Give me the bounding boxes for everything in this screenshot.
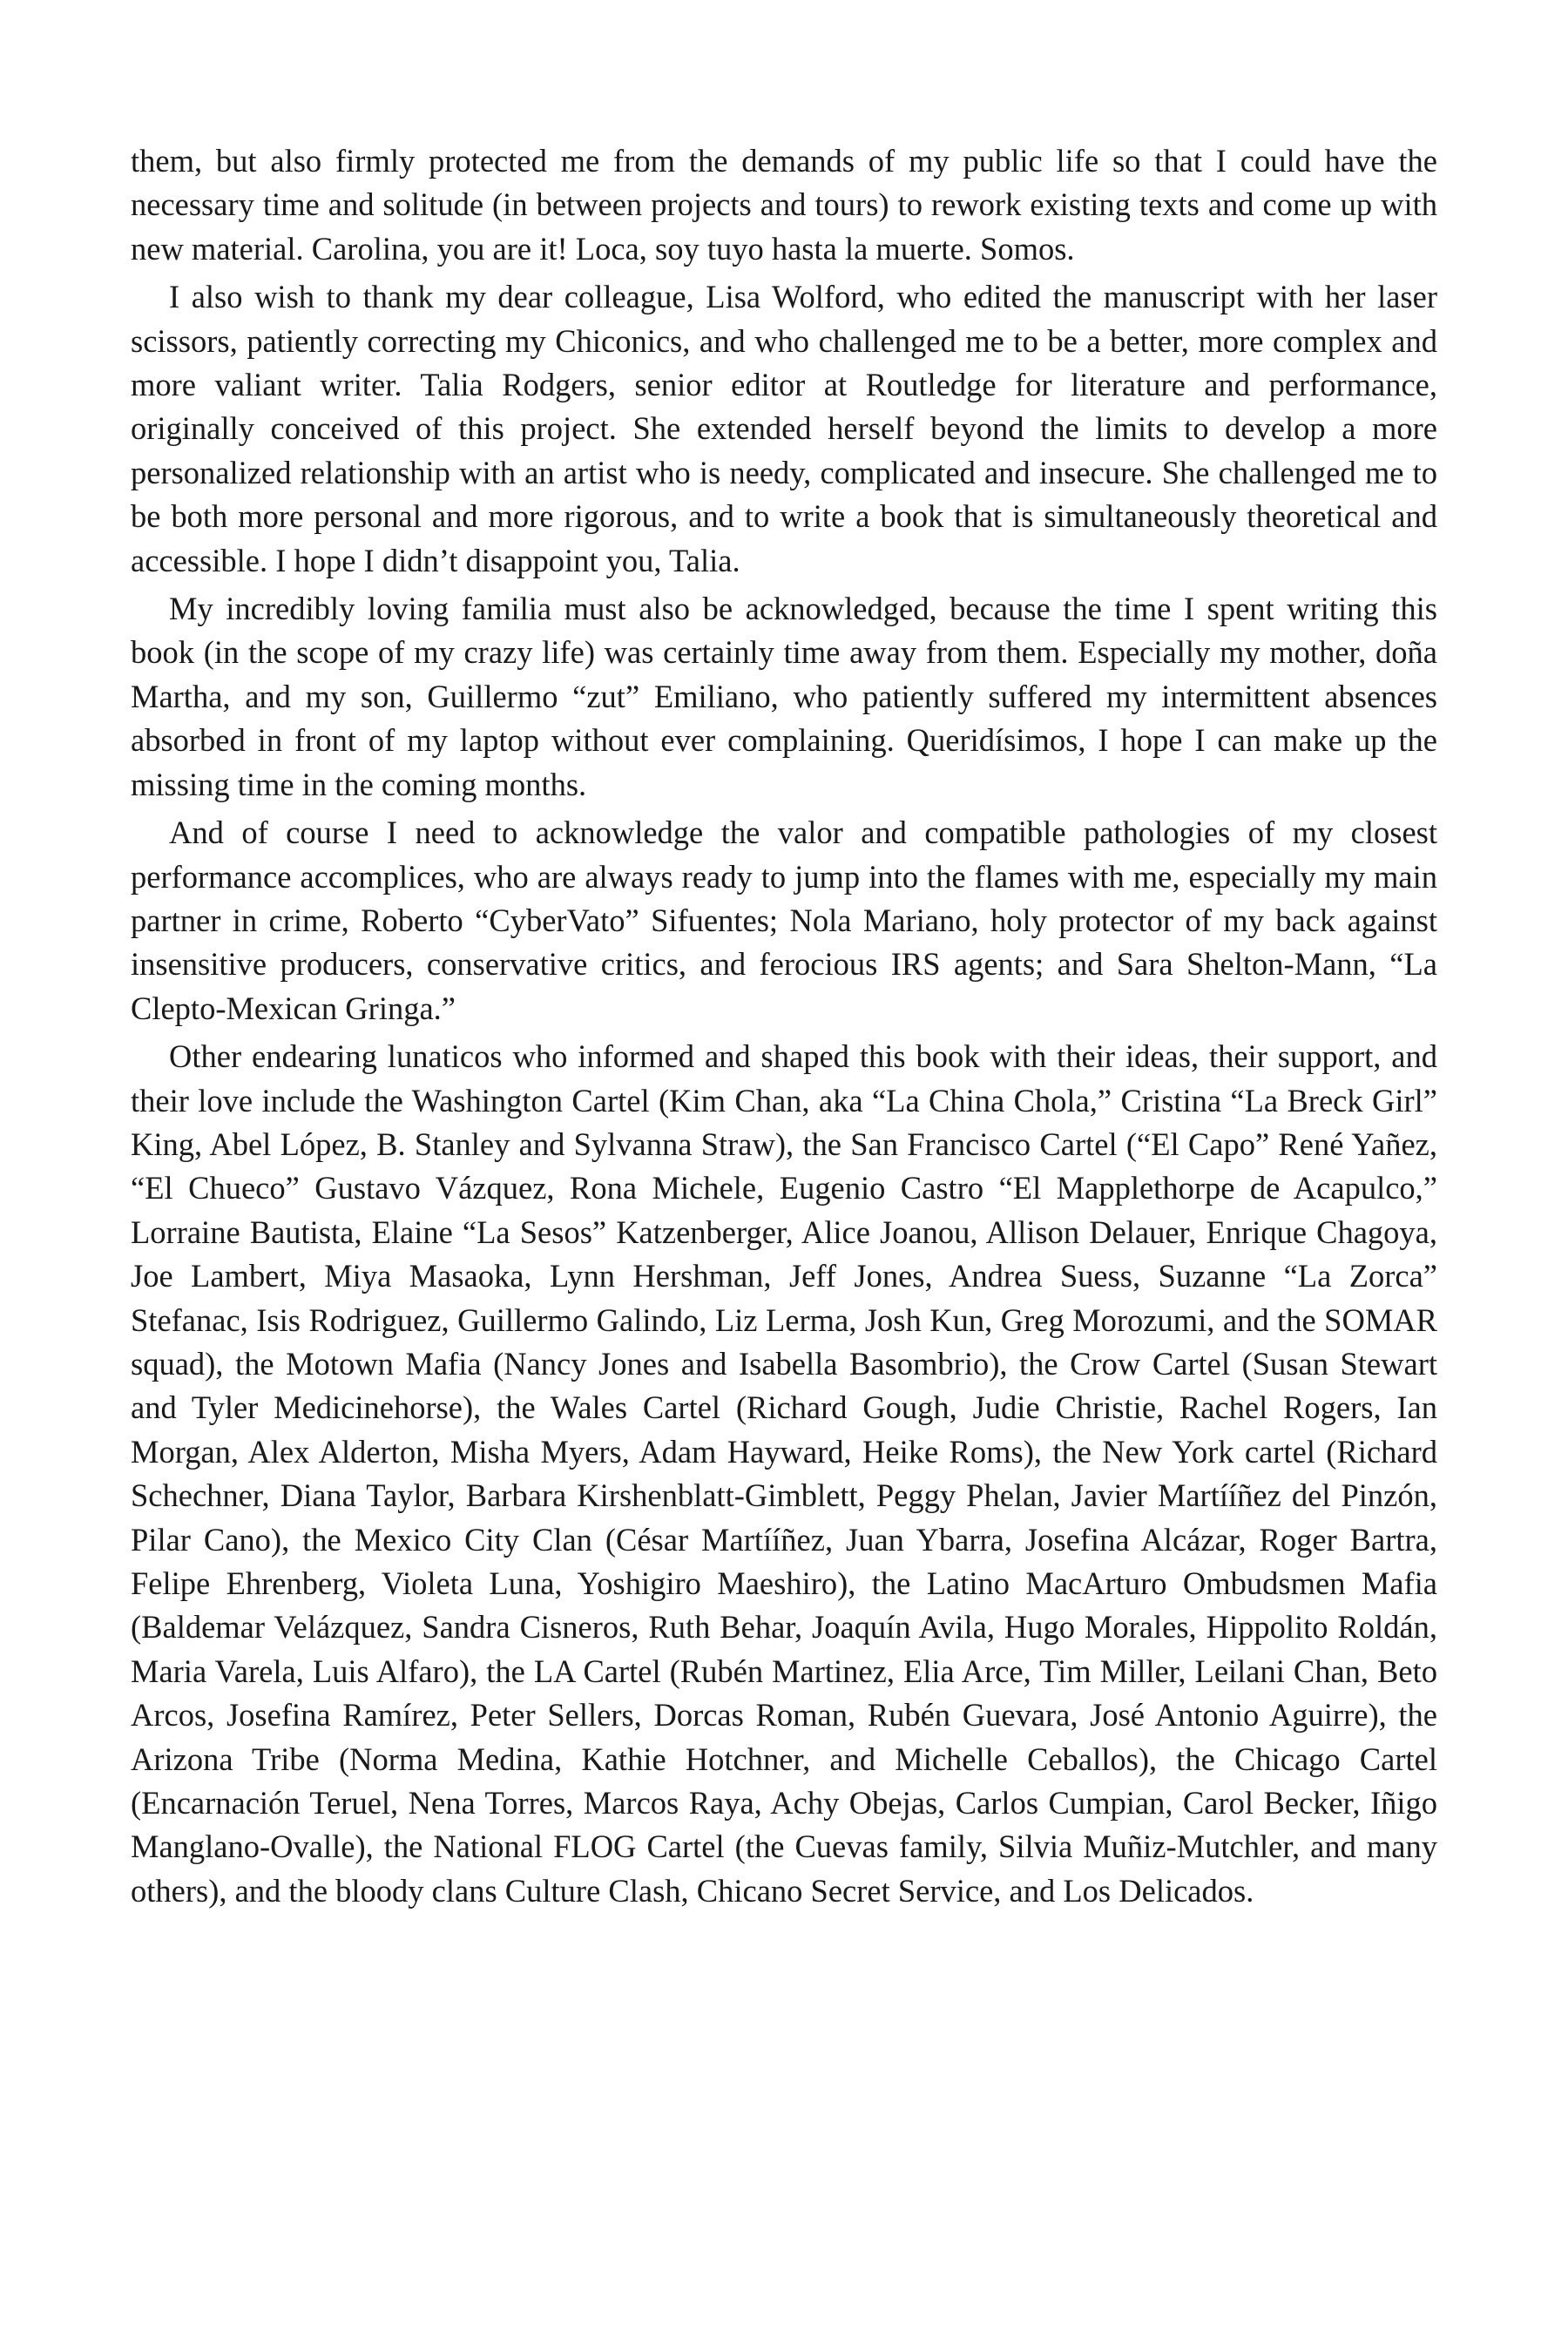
paragraph-lunaticos: Other endearing lunaticos who informed and shaped this book with their ideas, their support, and their love include the Washington Cartel (Kim Chan, aka “La China Chola,” Cristina “La Breck Girl” King, Abel López, B. Stanley and Sylvanna Straw), the San Francisco Cartel (“El Capo” René Yañez, “El Chueco” Gustavo Vázquez, Rona Michele, Eugenio Castro “El Mapplethorpe de Acapulco,” Lorraine Bautista, Elaine “La Sesos” Katzenberger, Alice Joanou, Allison Delauer, Enrique Chagoya, Joe Lambert, Miya Masaoka, Lynn Hershman, Jeff Jones, Andrea Suess, Suzanne “La Zorca” Stefanac, Isis Rodriguez, Guillermo Galindo, Liz Lerma, Josh Kun, Greg Morozumi, and the SOMAR squad), the Motown Mafia (Nancy Jones and Isabella Basombrio), the Crow Cartel (Susan Stewart and Tyler Medicinehorse), the Wales Cartel (Richard Gough, Judie Christie, Rachel Rogers, Ian Morgan, Alex Alderton, Misha Myers, Adam Hayward, Heike Roms), the New York cartel (Richard Schechner, Diana Taylor, Barbara Kirshenblatt-Gimblett, Peggy Phelan, Javier Martííñez del Pinzón, Pilar Cano), the Mexico City Clan (César Martííñez, Juan Ybarra, Josefina Alcázar, Roger Bartra, Felipe Ehrenberg, Violeta Luna, Yoshigiro Maeshiro), the Latino MacArturo Ombudsmen Mafia (Baldemar Velázquez, Sandra Cisneros, Ruth Behar, Joaquín Avila, Hugo Morales, Hippolito Roldán, Maria Varela, Luis Alfaro), the LA Cartel (Rubén Martinez, Elia Arce, Tim Miller, Leilani Chan, Beto Arcos, Josefina Ramírez, Peter Sellers, Dorcas Roman, Rubén Guevara, José Antonio Aguirre), the Arizona Tribe (Norma Medina, Kathie Hotchner, and Michelle Ceballos), the Chicago Cartel (Encarnación Teruel, Nena Torres, Marcos Raya, Achy Obejas, Carlos Cumpian, Carol Becker, Iñigo Manglano-Ovalle), the National FLOG Cartel (the Cuevas family, Silvia Muñiz-Mutchler, and many others), and the bloody clans Culture Clash, Chicano Secret Service, and Los Delicados.: [131, 1038, 1437, 1909]
paragraph-familia: My incredibly loving familia must also be acknowledged, because the time I spent writing this book (in the scope of my crazy life) was certainly time away from them. Especially my mother, doña Martha, and my son, Guillermo “zut” Emiliano, who patiently suffered my intermittent absences absorbed in front of my laptop without ever complaining. Queridísimos, I hope I can make up the missing time in the coming months.: [131, 591, 1437, 802]
paragraph-accomplices: And of course I need to acknowledge the valor and compatible pathologies of my closest performance accomplices, who are always ready to jump into the flames with me, especially my main partner in crime, Roberto “CyberVato” Sifuentes; Nola Mariano, holy protector of my back against insensitive producers, conservative critics, and ferocious IRS agents; and Sara Shelton-Mann, “La Clepto-Mexican Gringa.”: [131, 814, 1437, 1026]
page-body: [131, 139, 1437, 1917]
paragraph-lisa-wolford: I also wish to thank my dear colleague, Lisa Wolford, who edited the manuscript with her laser scissors, patiently correcting my Chiconics, and who challenged me to be a better, more complex and more valiant writer. Talia Rodgers, senior editor at Routledge for literature and performance, originally conceived of this project. She extended herself beyond the limits to develop a more personalized relationship with an artist who is needy, complicated and insecure. She challenged me to be both more personal and more rigorous, and to write a book that is simultaneously theoretical and accessible. I hope I didn’t disappoint you, Talia.: [131, 279, 1437, 578]
paragraph-continued: them, but also firmly protected me from the demands of my public life so that I could have the necessary time and solitude (in between projects and tours) to rework existing texts and come up with new material. Carolina, you are it! Loca, soy tuyo hasta la muerte. Somos.: [131, 143, 1437, 267]
